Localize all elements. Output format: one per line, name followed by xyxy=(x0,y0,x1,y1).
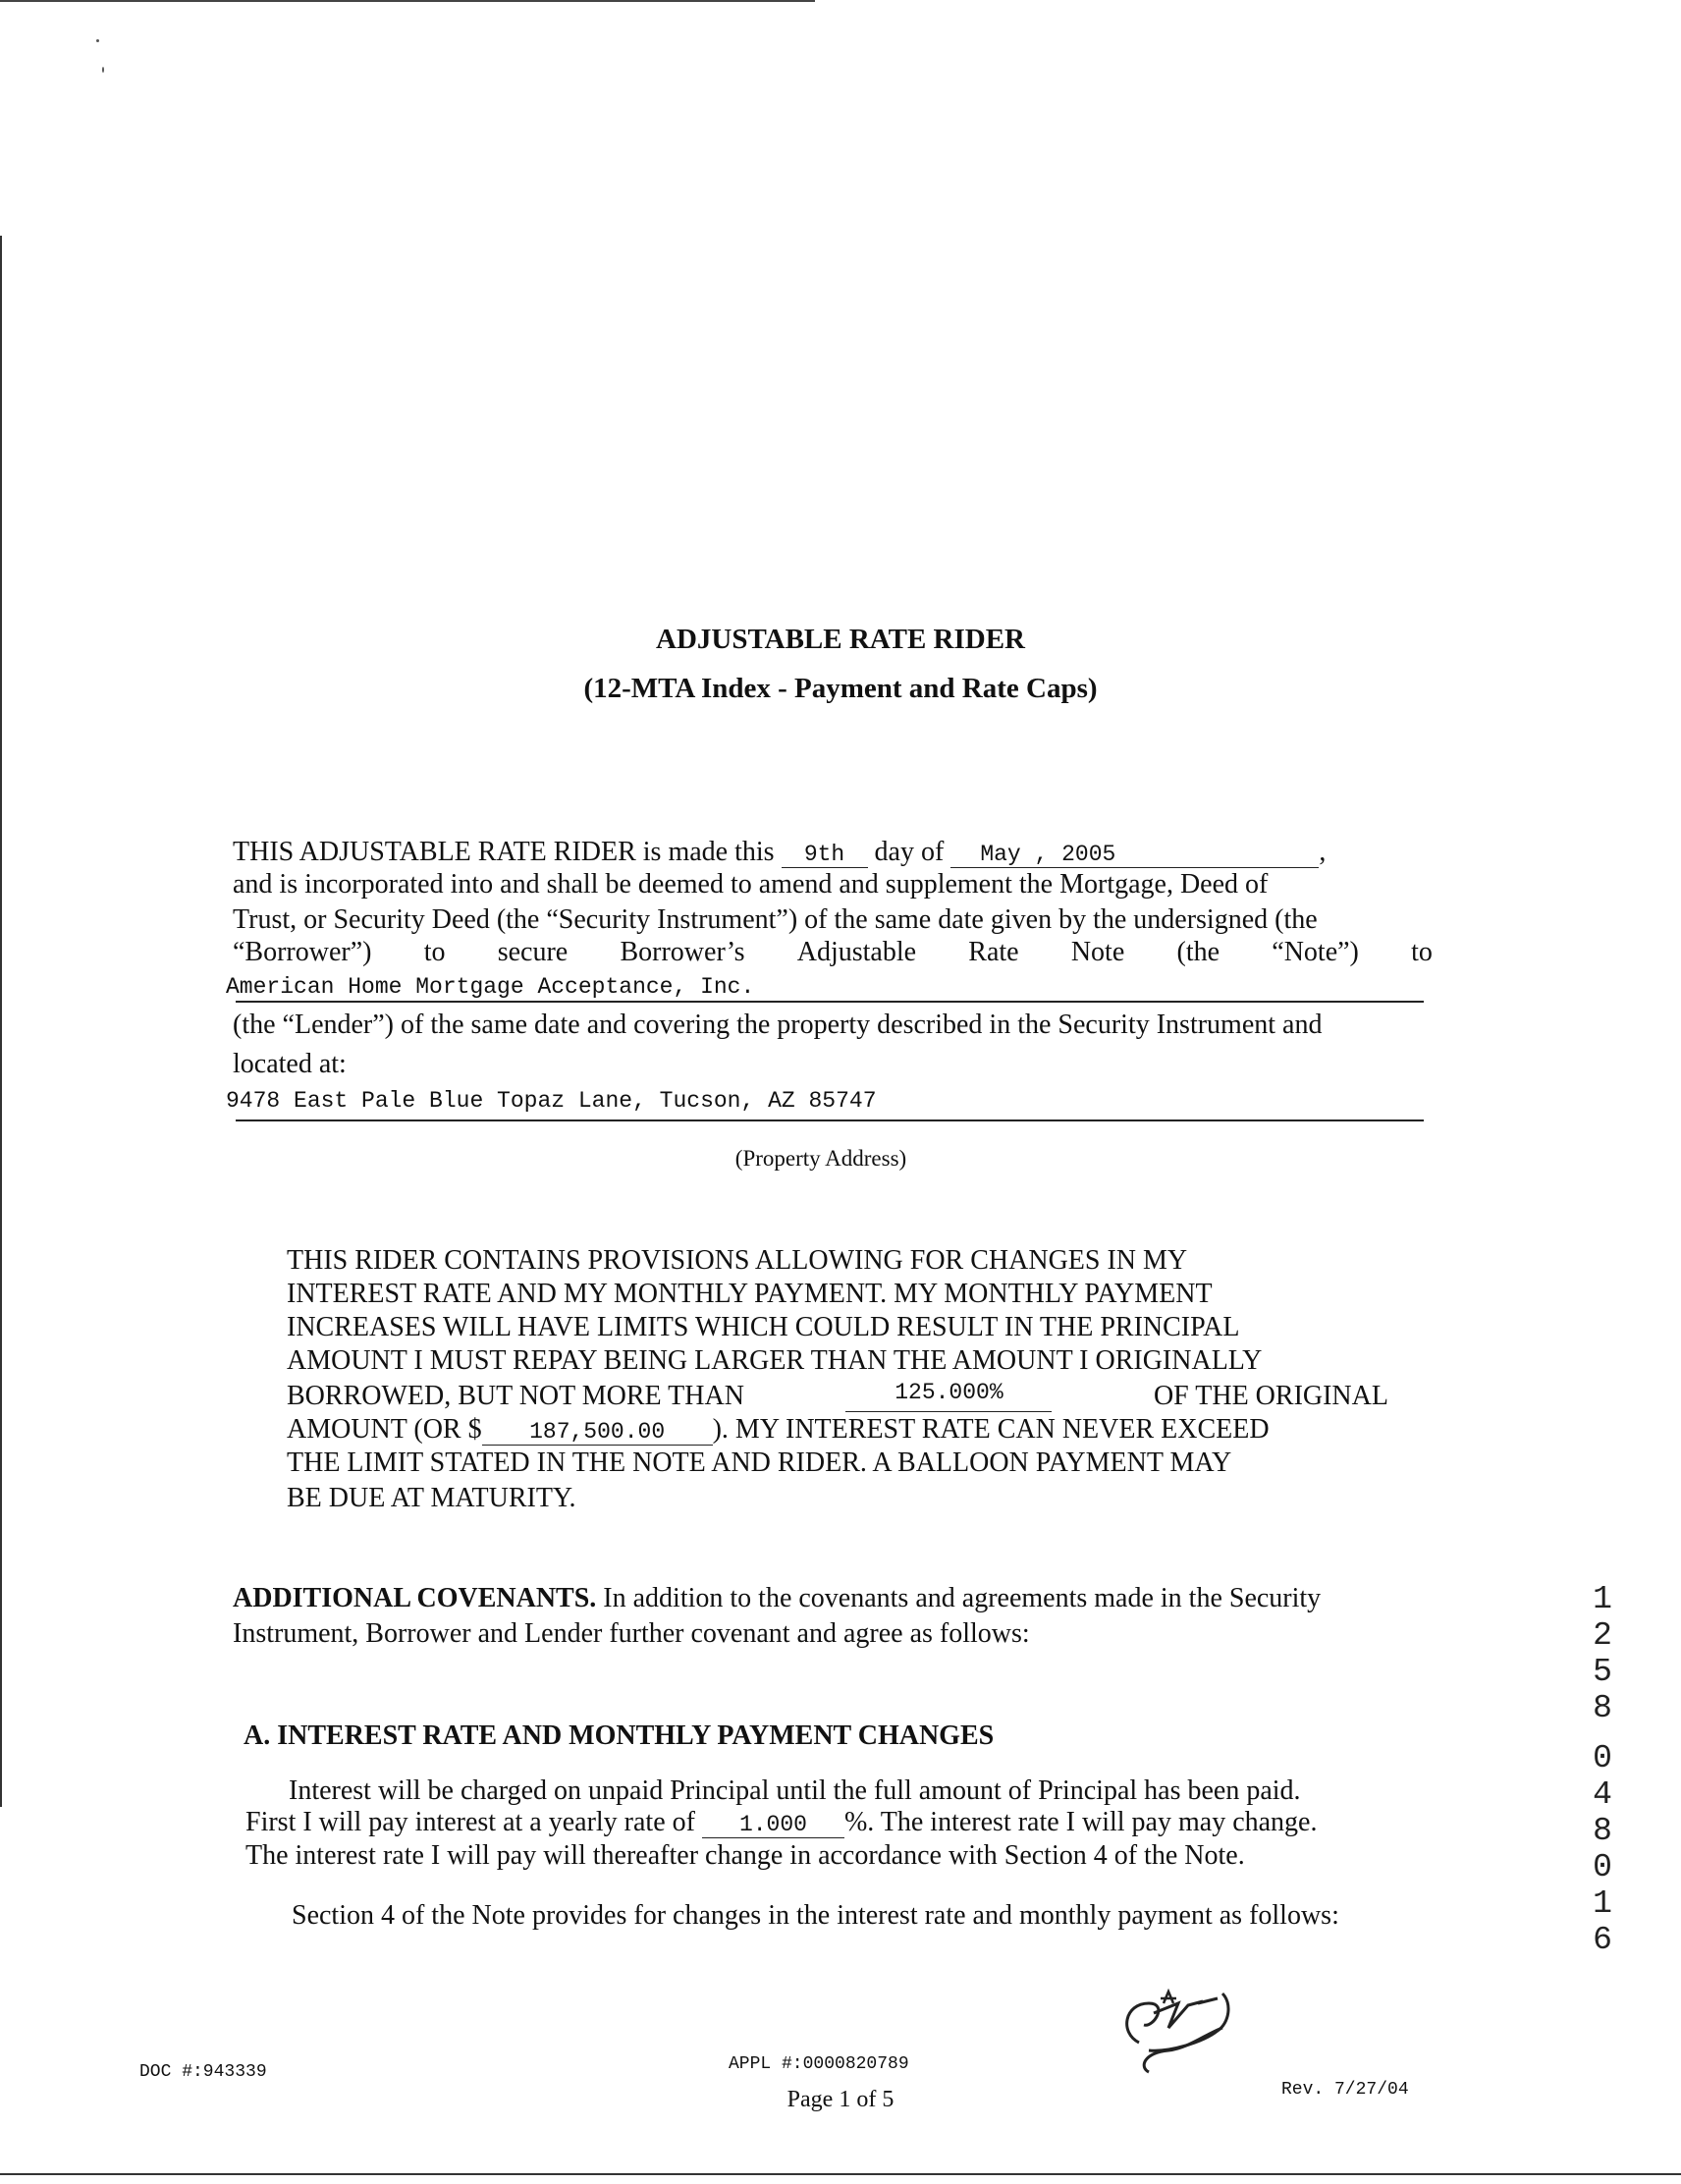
address-underline xyxy=(236,1119,1424,1121)
notice-text: OF THE ORIGINAL xyxy=(1153,1381,1388,1411)
section-a-line-3: The interest rate I will pay will thereafter change in accordance with Section 4 of the Note. xyxy=(245,1840,1245,1871)
covenants-line-1 xyxy=(233,1583,1433,1614)
intro-line-3: Trust, or Security Deed (the “Security Instrument”) of the same date given by the undersigned (the xyxy=(233,904,1318,935)
scan-edge-top xyxy=(0,0,815,2)
side-digit: 0 xyxy=(1593,1740,1612,1776)
side-digit: 8 xyxy=(1593,1813,1612,1849)
side-document-number xyxy=(1583,1581,1622,1958)
intro-line-1 xyxy=(233,837,1433,868)
property-address: 9478 East Pale Blue Topaz Lane, Tucson, AZ 85747 xyxy=(226,1088,877,1114)
rate-field: 1.000 xyxy=(702,1813,844,1838)
month-year-field: May , 2005 xyxy=(950,843,1319,868)
document-subtitle: (12-MTA Index - Payment and Rate Caps) xyxy=(583,673,1098,704)
intro-text: , xyxy=(1319,837,1327,867)
notice-line-1: THIS RIDER CONTAINS PROVISIONS ALLOWING FOR CHANGES IN MY xyxy=(287,1245,1188,1276)
side-digit: 1 xyxy=(1593,1885,1612,1922)
notice-line-8: BE DUE AT MATURITY. xyxy=(287,1483,576,1513)
scan-edge-left xyxy=(0,236,2,1807)
section-a-line-4: Section 4 of the Note provides for changes in the interest rate and monthly payment as follows: xyxy=(292,1900,1339,1931)
covenants-heading: ADDITIONAL COVENANTS. xyxy=(233,1583,597,1613)
intro-word: “Borrower”) xyxy=(233,937,372,967)
intro-text: day of xyxy=(874,837,945,867)
scan-speck xyxy=(96,39,99,42)
intro-text: THIS ADJUSTABLE RATE RIDER is made this xyxy=(233,837,775,867)
notice-text: BORROWED, BUT NOT MORE THAN xyxy=(287,1381,744,1411)
intro-line-6: located at: xyxy=(233,1049,347,1079)
intro-word: Rate xyxy=(968,937,1019,967)
notice-line-5 xyxy=(287,1381,1388,1412)
notice-line-4: AMOUNT I MUST REPAY BEING LARGER THAN THE AMOUNT I ORIGINALLY xyxy=(287,1345,1263,1376)
covenants-line-2: Instrument, Borrower and Lender further covenant and agree as follows: xyxy=(233,1618,1030,1649)
amount-field: 187,500.00 xyxy=(482,1420,713,1446)
notice-text: ). MY INTEREST RATE CAN NEVER EXCEED xyxy=(712,1414,1270,1445)
intro-word: to xyxy=(423,937,446,967)
side-digit: 0 xyxy=(1593,1849,1612,1885)
page-number: Page 1 of 5 xyxy=(786,2087,895,2112)
intro-word: Borrower’s xyxy=(620,937,745,967)
side-digit: 4 xyxy=(1593,1776,1612,1813)
notice-text: AMOUNT (OR $ xyxy=(287,1414,482,1445)
notice-line-2: INTEREST RATE AND MY MONTHLY PAYMENT. MY MONTHLY PAYMENT xyxy=(287,1279,1213,1309)
notice-line-3: INCREASES WILL HAVE LIMITS WHICH COULD RESULT IN THE PRINCIPAL xyxy=(287,1312,1240,1342)
initials-signature-icon xyxy=(1110,1974,1257,2082)
side-digit: 5 xyxy=(1593,1654,1612,1690)
intro-word: Adjustable xyxy=(796,937,917,967)
intro-line-2: and is incorporated into and shall be deemed to amend and supplement the Mortgage, Deed of xyxy=(233,869,1269,900)
lender-underline xyxy=(236,1001,1424,1003)
appl-number: APPL #:0000820789 xyxy=(729,2054,909,2074)
scan-speck xyxy=(102,67,104,73)
notice-line-7: THE LIMIT STATED IN THE NOTE AND RIDER. A BALLOON PAYMENT MAY xyxy=(287,1447,1232,1478)
side-digit: 8 xyxy=(1593,1690,1612,1726)
section-a-line-2 xyxy=(245,1807,1445,1838)
section-a-line-1: Interest will be charged on unpaid Principal until the full amount of Principal has been paid. xyxy=(289,1775,1301,1806)
covenants-text: In addition to the covenants and agreements made in the Security xyxy=(596,1583,1322,1613)
section-a-text: %. The interest rate I will pay may change. xyxy=(843,1807,1318,1837)
percent-field: 125.000% xyxy=(845,1381,1052,1412)
revision-date: Rev. 7/27/04 xyxy=(1281,2080,1409,2100)
intro-word: “Note”) xyxy=(1272,937,1359,967)
document-title: ADJUSTABLE RATE RIDER xyxy=(656,624,1025,655)
intro-word: secure xyxy=(497,937,569,967)
intro-line-5: (the “Lender”) of the same date and covering the property described in the Security Instrument and xyxy=(233,1010,1323,1040)
side-digit: 1 xyxy=(1593,1581,1612,1617)
scan-edge-bottom xyxy=(0,2173,1681,2175)
intro-word: to xyxy=(1411,937,1433,967)
doc-number: DOC #:943339 xyxy=(139,2062,267,2082)
section-a-heading: A. INTEREST RATE AND MONTHLY PAYMENT CHANGES xyxy=(244,1720,995,1751)
intro-word: Note xyxy=(1070,937,1125,967)
section-a-text: First I will pay interest at a yearly rate of xyxy=(245,1807,695,1837)
notice-line-6 xyxy=(287,1414,1388,1446)
side-digit: 2 xyxy=(1593,1617,1612,1654)
lender-name: American Home Mortgage Acceptance, Inc. xyxy=(226,974,755,1000)
property-address-label: (Property Address) xyxy=(734,1146,907,1171)
day-field: 9th xyxy=(782,843,868,868)
side-digit: 6 xyxy=(1593,1922,1612,1958)
intro-line-4 xyxy=(233,937,1433,968)
intro-word: (the xyxy=(1176,937,1220,967)
